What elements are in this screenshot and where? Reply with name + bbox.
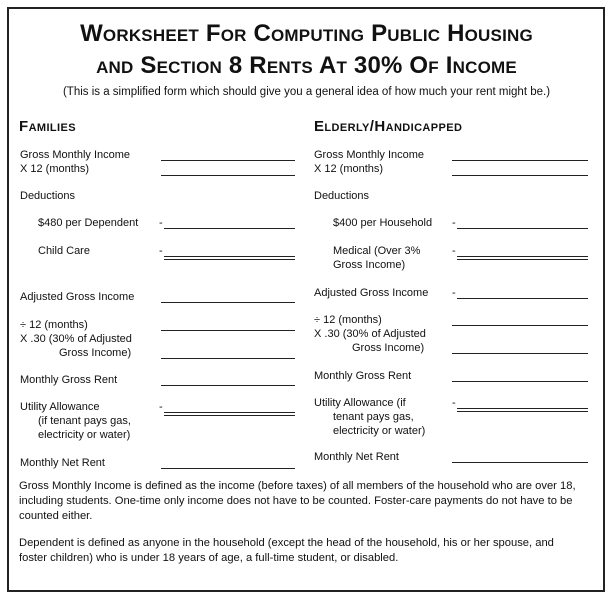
families-dependent-dash: - bbox=[159, 217, 163, 229]
elderly-adjusted-label: Adjusted Gross Income bbox=[314, 287, 429, 299]
note-gross-income-definition: Gross Monthly Income is defined as the income (before taxes) of all members of the household who are over 18, including students. One-time only income does not have to be counted. Foster-care payments do not have to be counted either. bbox=[19, 480, 576, 522]
elderly-medical-line[interactable] bbox=[457, 256, 588, 257]
families-child-care-line[interactable] bbox=[164, 256, 295, 257]
elderly-x30-label-2: Gross Income) bbox=[352, 342, 425, 354]
elderly-x30-line[interactable] bbox=[452, 353, 588, 354]
title-line-2: and Section 8 Rents At 30% Of Income bbox=[96, 52, 517, 79]
note-dependent-definition: Dependent is defined as anyone in the household (except the head of the household, his or her spouse, and foster children) who is under 18 years of age, a full-time student, or disabled. bbox=[19, 537, 554, 564]
elderly-medical-label-2: Gross Income) bbox=[333, 259, 406, 271]
elderly-medical-line-2 bbox=[457, 259, 588, 260]
families-net-rent-line[interactable] bbox=[161, 468, 295, 469]
families-gross-income-line[interactable] bbox=[161, 160, 295, 161]
elderly-utility-dash: - bbox=[452, 397, 456, 409]
elderly-utility-line[interactable] bbox=[457, 408, 588, 409]
families-dependent-label: $480 per Dependent bbox=[38, 217, 139, 229]
elderly-household-dash: - bbox=[452, 217, 456, 229]
elderly-gross-income-label: Gross Monthly Income bbox=[314, 149, 425, 161]
families-utility-label-2: (if tenant pays gas, bbox=[38, 415, 131, 427]
elderly-x12-line[interactable] bbox=[452, 175, 588, 176]
families-utility-label-3: electricity or water) bbox=[38, 429, 131, 441]
families-x30-line[interactable] bbox=[161, 358, 295, 359]
elderly-medical-dash: - bbox=[452, 245, 456, 257]
elderly-net-rent-label: Monthly Net Rent bbox=[314, 451, 399, 463]
elderly-deductions-label: Deductions bbox=[314, 190, 370, 202]
elderly-adjusted-dash: - bbox=[452, 287, 456, 299]
elderly-monthly-gross-rent-label: Monthly Gross Rent bbox=[314, 370, 412, 382]
elderly-adjusted-line[interactable] bbox=[457, 298, 588, 299]
families-deductions-label: Deductions bbox=[20, 190, 76, 202]
elderly-household-line[interactable] bbox=[457, 228, 588, 229]
families-adjusted-line[interactable] bbox=[161, 302, 295, 303]
families-heading: Families bbox=[19, 118, 76, 135]
elderly-net-rent-line[interactable] bbox=[452, 462, 588, 463]
families-child-care-line-2 bbox=[164, 259, 295, 260]
elderly-household-label: $400 per Household bbox=[333, 217, 433, 229]
families-utility-line[interactable] bbox=[164, 412, 295, 413]
elderly-utility-label-3: electricity or water) bbox=[333, 425, 426, 437]
families-monthly-gross-rent-label: Monthly Gross Rent bbox=[20, 374, 118, 386]
families-net-rent-label: Monthly Net Rent bbox=[20, 457, 105, 469]
families-div12-label: ÷ 12 (months) bbox=[20, 319, 88, 331]
elderly-utility-label: Utility Allowance (if bbox=[314, 397, 406, 409]
families-child-care-dash: - bbox=[159, 245, 163, 257]
families-monthly-gross-rent-line[interactable] bbox=[161, 385, 295, 386]
families-x30-label-2: Gross Income) bbox=[59, 347, 132, 359]
families-utility-line-2 bbox=[164, 415, 295, 416]
elderly-medical-label: Medical (Over 3% bbox=[333, 245, 421, 257]
elderly-x30-label: X .30 (30% of Adjusted bbox=[314, 328, 426, 340]
families-adjusted-label: Adjusted Gross Income bbox=[20, 291, 135, 303]
elderly-utility-label-2: tenant pays gas, bbox=[333, 411, 414, 423]
families-child-care-label: Child Care bbox=[38, 245, 90, 257]
elderly-utility-line-2 bbox=[457, 411, 588, 412]
title-line-1: Worksheet For Computing Public Housing bbox=[80, 20, 533, 47]
families-utility-dash: - bbox=[159, 401, 163, 413]
families-div12-line[interactable] bbox=[161, 330, 295, 331]
elderly-gross-income-line[interactable] bbox=[452, 160, 588, 161]
families-x30-label: X .30 (30% of Adjusted bbox=[20, 333, 132, 345]
families-utility-label: Utility Allowance bbox=[20, 401, 100, 413]
elderly-heading: Elderly/Handicapped bbox=[314, 118, 463, 135]
elderly-x12-label: X 12 (months) bbox=[314, 163, 384, 175]
families-x12-label: X 12 (months) bbox=[20, 163, 90, 175]
families-x12-line[interactable] bbox=[161, 175, 295, 176]
elderly-div12-label: ÷ 12 (months) bbox=[314, 314, 382, 326]
elderly-monthly-gross-rent-line[interactable] bbox=[452, 381, 588, 382]
families-dependent-line[interactable] bbox=[164, 228, 295, 229]
elderly-div12-line[interactable] bbox=[452, 325, 588, 326]
subtitle: (This is a simplified form which should give you a general idea of how much your rent might be.) bbox=[62, 86, 551, 98]
families-gross-income-label: Gross Monthly Income bbox=[20, 149, 131, 161]
